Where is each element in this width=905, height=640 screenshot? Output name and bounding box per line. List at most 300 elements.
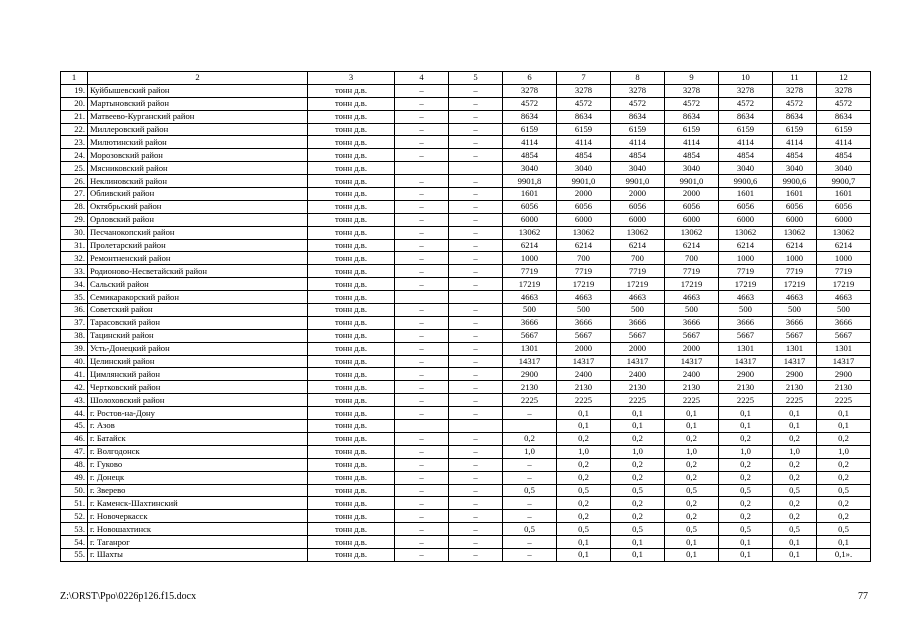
table-row xyxy=(61,329,871,342)
col-11-cell: 2130 xyxy=(773,381,817,394)
col-12-cell: 1301 xyxy=(817,342,871,355)
col-11-cell: 1000 xyxy=(773,252,817,265)
col-6-cell xyxy=(503,420,557,433)
col-11-cell: 0,1 xyxy=(773,420,817,433)
table-row xyxy=(61,458,871,471)
col-11-cell: 5667 xyxy=(773,329,817,342)
col-8-cell: 6159 xyxy=(611,123,665,136)
col-12-cell: 1601 xyxy=(817,188,871,201)
table-row xyxy=(61,471,871,484)
unit-cell: тонн д.в. xyxy=(308,123,395,136)
table-row xyxy=(61,123,871,136)
row-number-cell: 55. xyxy=(61,548,88,561)
col-8-cell: 3278 xyxy=(611,84,665,97)
col-5-cell: – xyxy=(449,523,503,536)
table-row xyxy=(61,316,871,329)
col-9-cell: 4854 xyxy=(665,149,719,162)
col-9-cell: 2000 xyxy=(665,342,719,355)
col-5-cell: – xyxy=(449,381,503,394)
col-7-cell: 6159 xyxy=(557,123,611,136)
col-10-cell: 3278 xyxy=(719,84,773,97)
col-5-cell: – xyxy=(449,368,503,381)
col-6-cell: 1301 xyxy=(503,342,557,355)
row-number-cell: 49. xyxy=(61,471,88,484)
col-8-cell: 5667 xyxy=(611,329,665,342)
col-4-cell: – xyxy=(395,304,449,317)
col-9-cell: 14317 xyxy=(665,355,719,368)
col-10-cell: 8634 xyxy=(719,110,773,123)
col-9-cell: 4572 xyxy=(665,97,719,110)
col-7-cell: 0,2 xyxy=(557,497,611,510)
col-9-cell: 7719 xyxy=(665,265,719,278)
table-row xyxy=(61,445,871,458)
row-number-cell: 29. xyxy=(61,213,88,226)
row-number-cell: 25. xyxy=(61,162,88,175)
col-8-cell: 2130 xyxy=(611,381,665,394)
col-8-cell: 6056 xyxy=(611,200,665,213)
col-4-cell: – xyxy=(395,381,449,394)
col-8-cell: 17219 xyxy=(611,278,665,291)
district-name-cell: Миллеровский район xyxy=(88,123,308,136)
col-9-cell: 5667 xyxy=(665,329,719,342)
col-10-cell: 2900 xyxy=(719,368,773,381)
unit-cell: тонн д.в. xyxy=(308,471,395,484)
col-5-cell: – xyxy=(449,536,503,549)
col-9-cell: 500 xyxy=(665,304,719,317)
col-10-cell: 4572 xyxy=(719,97,773,110)
col-12-cell: 3666 xyxy=(817,316,871,329)
col-4-cell: – xyxy=(395,278,449,291)
table-row xyxy=(61,432,871,445)
col-4-cell: – xyxy=(395,316,449,329)
col-8-cell: 0,1 xyxy=(611,420,665,433)
district-name-cell: Орловский район xyxy=(88,213,308,226)
district-name-cell: г. Батайск xyxy=(88,432,308,445)
col-8-cell: 0,2 xyxy=(611,432,665,445)
col-10-cell: 14317 xyxy=(719,355,773,368)
table-header xyxy=(61,72,871,85)
col-8-cell: 0,2 xyxy=(611,471,665,484)
row-number-cell: 45. xyxy=(61,420,88,433)
row-number-cell: 48. xyxy=(61,458,88,471)
row-number-cell: 37. xyxy=(61,316,88,329)
col-10-cell: 0,1 xyxy=(719,420,773,433)
col-6-cell: 1000 xyxy=(503,252,557,265)
col-6-cell: 6159 xyxy=(503,123,557,136)
col-6-cell: 500 xyxy=(503,304,557,317)
header-cell-10: 10 xyxy=(719,72,773,85)
table-row xyxy=(61,381,871,394)
unit-cell: тонн д.в. xyxy=(308,407,395,420)
col-12-cell: 2225 xyxy=(817,394,871,407)
district-name-cell: г. Донецк xyxy=(88,471,308,484)
row-number-cell: 19. xyxy=(61,84,88,97)
col-8-cell: 0,2 xyxy=(611,458,665,471)
col-11-cell: 4854 xyxy=(773,149,817,162)
col-9-cell: 6056 xyxy=(665,200,719,213)
table-row xyxy=(61,342,871,355)
col-9-cell: 3278 xyxy=(665,84,719,97)
row-number-cell: 50. xyxy=(61,484,88,497)
unit-cell: тонн д.в. xyxy=(308,213,395,226)
table-row xyxy=(61,213,871,226)
col-9-cell: 0,5 xyxy=(665,523,719,536)
col-12-cell: 17219 xyxy=(817,278,871,291)
col-8-cell: 13062 xyxy=(611,226,665,239)
col-5-cell: – xyxy=(449,123,503,136)
col-6-cell: 3666 xyxy=(503,316,557,329)
col-11-cell: 1601 xyxy=(773,188,817,201)
table-row xyxy=(61,226,871,239)
col-12-cell: 1000 xyxy=(817,252,871,265)
unit-cell: тонн д.в. xyxy=(308,97,395,110)
unit-cell: тонн д.в. xyxy=(308,420,395,433)
table-row xyxy=(61,484,871,497)
col-7-cell: 1,0 xyxy=(557,445,611,458)
col-9-cell: 6214 xyxy=(665,239,719,252)
row-number-cell: 22. xyxy=(61,123,88,136)
row-number-cell: 44. xyxy=(61,407,88,420)
col-9-cell: 0,1 xyxy=(665,536,719,549)
table-row xyxy=(61,291,871,304)
col-7-cell: 2400 xyxy=(557,368,611,381)
col-10-cell: 1301 xyxy=(719,342,773,355)
col-6-cell: 5667 xyxy=(503,329,557,342)
district-name-cell: Советский район xyxy=(88,304,308,317)
col-12-cell: 0,1 xyxy=(817,420,871,433)
unit-cell: тонн д.в. xyxy=(308,329,395,342)
district-name-cell: Неклиновский район xyxy=(88,175,308,188)
col-4-cell: – xyxy=(395,432,449,445)
col-4-cell: – xyxy=(395,355,449,368)
header-cell-6: 6 xyxy=(503,72,557,85)
col-4-cell: – xyxy=(395,536,449,549)
col-9-cell: 0,2 xyxy=(665,471,719,484)
table-row xyxy=(61,548,871,561)
district-name-cell: г. Новошахтинск xyxy=(88,523,308,536)
col-10-cell: 5667 xyxy=(719,329,773,342)
district-name-cell: Октябрьский район xyxy=(88,200,308,213)
col-9-cell: 4114 xyxy=(665,136,719,149)
col-7-cell: 0,1 xyxy=(557,407,611,420)
col-10-cell: 6056 xyxy=(719,200,773,213)
col-11-cell: 0,5 xyxy=(773,523,817,536)
col-7-cell: 6214 xyxy=(557,239,611,252)
unit-cell: тонн д.в. xyxy=(308,278,395,291)
col-5-cell: – xyxy=(449,188,503,201)
table-row xyxy=(61,368,871,381)
table-row xyxy=(61,84,871,97)
col-7-cell: 4572 xyxy=(557,97,611,110)
unit-cell: тонн д.в. xyxy=(308,162,395,175)
col-9-cell: 0,5 xyxy=(665,484,719,497)
col-9-cell: 0,2 xyxy=(665,510,719,523)
col-5-cell: – xyxy=(449,342,503,355)
table-row xyxy=(61,510,871,523)
col-6-cell: – xyxy=(503,407,557,420)
table-row xyxy=(61,175,871,188)
col-5-cell: – xyxy=(449,149,503,162)
col-8-cell: 1,0 xyxy=(611,445,665,458)
col-4-cell xyxy=(395,291,449,304)
col-4-cell: – xyxy=(395,458,449,471)
district-name-cell: г. Зверево xyxy=(88,484,308,497)
col-10-cell: 0,2 xyxy=(719,510,773,523)
col-10-cell: 0,2 xyxy=(719,458,773,471)
col-10-cell: 0,5 xyxy=(719,523,773,536)
row-number-cell: 28. xyxy=(61,200,88,213)
header-cell-8: 8 xyxy=(611,72,665,85)
col-5-cell xyxy=(449,162,503,175)
col-9-cell: 0,2 xyxy=(665,497,719,510)
col-4-cell: – xyxy=(395,368,449,381)
col-4-cell: – xyxy=(395,188,449,201)
district-name-cell: Милютинский район xyxy=(88,136,308,149)
col-8-cell: 6214 xyxy=(611,239,665,252)
col-8-cell: 4572 xyxy=(611,97,665,110)
col-10-cell: 0,2 xyxy=(719,471,773,484)
row-number-cell: 21. xyxy=(61,110,88,123)
col-8-cell: 6000 xyxy=(611,213,665,226)
col-11-cell: 3278 xyxy=(773,84,817,97)
col-7-cell: 6056 xyxy=(557,200,611,213)
col-10-cell: 0,2 xyxy=(719,497,773,510)
col-7-cell: 0,2 xyxy=(557,432,611,445)
data-table xyxy=(60,71,871,562)
row-number-cell: 26. xyxy=(61,175,88,188)
unit-cell: тонн д.в. xyxy=(308,252,395,265)
col-10-cell: 500 xyxy=(719,304,773,317)
col-7-cell: 0,2 xyxy=(557,458,611,471)
col-7-cell: 0,2 xyxy=(557,510,611,523)
col-4-cell: – xyxy=(395,548,449,561)
col-6-cell: 4663 xyxy=(503,291,557,304)
col-12-cell: 0,5 xyxy=(817,484,871,497)
col-12-cell: 6056 xyxy=(817,200,871,213)
col-9-cell: 0,1 xyxy=(665,548,719,561)
col-6-cell: 0,2 xyxy=(503,432,557,445)
col-12-cell: 7719 xyxy=(817,265,871,278)
unit-cell: тонн д.в. xyxy=(308,536,395,549)
col-8-cell: 7719 xyxy=(611,265,665,278)
col-6-cell: 0,5 xyxy=(503,523,557,536)
col-11-cell: 2900 xyxy=(773,368,817,381)
col-11-cell: 0,2 xyxy=(773,497,817,510)
col-9-cell: 8634 xyxy=(665,110,719,123)
col-5-cell xyxy=(449,291,503,304)
col-6-cell: 8634 xyxy=(503,110,557,123)
district-name-cell: Усть-Донецкий район xyxy=(88,342,308,355)
col-8-cell: 0,1 xyxy=(611,407,665,420)
table-row xyxy=(61,523,871,536)
unit-cell: тонн д.в. xyxy=(308,342,395,355)
col-12-cell: 8634 xyxy=(817,110,871,123)
row-number-cell: 53. xyxy=(61,523,88,536)
header-cell-9: 9 xyxy=(665,72,719,85)
col-12-cell: 3278 xyxy=(817,84,871,97)
col-4-cell: – xyxy=(395,239,449,252)
col-12-cell: 2130 xyxy=(817,381,871,394)
col-6-cell: 0,5 xyxy=(503,484,557,497)
col-5-cell: – xyxy=(449,458,503,471)
col-10-cell: 4663 xyxy=(719,291,773,304)
col-12-cell: 2900 xyxy=(817,368,871,381)
col-4-cell: – xyxy=(395,445,449,458)
unit-cell: тонн д.в. xyxy=(308,149,395,162)
district-name-cell: г. Гуково xyxy=(88,458,308,471)
col-11-cell: 8634 xyxy=(773,110,817,123)
col-11-cell: 2225 xyxy=(773,394,817,407)
col-4-cell: – xyxy=(395,497,449,510)
unit-cell: тонн д.в. xyxy=(308,226,395,239)
col-8-cell: 2000 xyxy=(611,342,665,355)
col-11-cell: 500 xyxy=(773,304,817,317)
col-11-cell: 3666 xyxy=(773,316,817,329)
table-row xyxy=(61,252,871,265)
col-4-cell xyxy=(395,162,449,175)
col-6-cell: – xyxy=(503,510,557,523)
header-cell-4: 4 xyxy=(395,72,449,85)
table-row xyxy=(61,407,871,420)
col-12-cell: 500 xyxy=(817,304,871,317)
col-4-cell: – xyxy=(395,226,449,239)
col-10-cell: 2130 xyxy=(719,381,773,394)
col-10-cell: 13062 xyxy=(719,226,773,239)
col-10-cell: 4114 xyxy=(719,136,773,149)
col-7-cell: 2130 xyxy=(557,381,611,394)
col-9-cell: 9901,0 xyxy=(665,175,719,188)
col-10-cell: 0,1 xyxy=(719,548,773,561)
col-11-cell: 0,2 xyxy=(773,471,817,484)
col-11-cell: 13062 xyxy=(773,226,817,239)
header-cell-12: 12 xyxy=(817,72,871,85)
col-12-cell: 6214 xyxy=(817,239,871,252)
col-4-cell: – xyxy=(395,394,449,407)
col-10-cell: 1,0 xyxy=(719,445,773,458)
unit-cell: тонн д.в. xyxy=(308,265,395,278)
col-7-cell: 0,1 xyxy=(557,548,611,561)
col-12-cell: 6159 xyxy=(817,123,871,136)
row-number-cell: 31. xyxy=(61,239,88,252)
col-9-cell: 4663 xyxy=(665,291,719,304)
col-12-cell: 0,5 xyxy=(817,523,871,536)
col-12-cell: 4854 xyxy=(817,149,871,162)
col-5-cell: – xyxy=(449,252,503,265)
col-10-cell: 1601 xyxy=(719,188,773,201)
col-10-cell: 0,2 xyxy=(719,432,773,445)
unit-cell: тонн д.в. xyxy=(308,523,395,536)
col-12-cell: 9900,7 xyxy=(817,175,871,188)
district-name-cell: Матвеево-Курганский район xyxy=(88,110,308,123)
page-number: 77 xyxy=(858,591,868,602)
col-11-cell: 1301 xyxy=(773,342,817,355)
col-8-cell: 14317 xyxy=(611,355,665,368)
district-name-cell: Куйбышевский район xyxy=(88,84,308,97)
col-11-cell: 17219 xyxy=(773,278,817,291)
col-6-cell: – xyxy=(503,471,557,484)
col-11-cell: 6056 xyxy=(773,200,817,213)
col-9-cell: 3040 xyxy=(665,162,719,175)
col-4-cell: – xyxy=(395,407,449,420)
unit-cell: тонн д.в. xyxy=(308,368,395,381)
district-name-cell: г. Ростов-на-Дону xyxy=(88,407,308,420)
col-8-cell: 2225 xyxy=(611,394,665,407)
col-10-cell: 7719 xyxy=(719,265,773,278)
col-6-cell: 13062 xyxy=(503,226,557,239)
row-number-cell: 30. xyxy=(61,226,88,239)
col-6-cell: 1,0 xyxy=(503,445,557,458)
unit-cell: тонн д.в. xyxy=(308,445,395,458)
col-4-cell: – xyxy=(395,213,449,226)
col-6-cell: 2130 xyxy=(503,381,557,394)
col-11-cell: 9900,6 xyxy=(773,175,817,188)
col-8-cell: 0,2 xyxy=(611,510,665,523)
col-4-cell: – xyxy=(395,484,449,497)
header-cell-1: 1 xyxy=(61,72,88,85)
col-4-cell: – xyxy=(395,97,449,110)
col-11-cell: 7719 xyxy=(773,265,817,278)
col-7-cell: 17219 xyxy=(557,278,611,291)
col-8-cell: 0,5 xyxy=(611,484,665,497)
col-9-cell: 0,1 xyxy=(665,407,719,420)
col-6-cell: 17219 xyxy=(503,278,557,291)
col-4-cell: – xyxy=(395,84,449,97)
unit-cell: тонн д.в. xyxy=(308,175,395,188)
col-4-cell: – xyxy=(395,123,449,136)
col-4-cell: – xyxy=(395,523,449,536)
col-8-cell: 8634 xyxy=(611,110,665,123)
col-12-cell: 0,2 xyxy=(817,497,871,510)
district-name-cell: Обливский район xyxy=(88,188,308,201)
col-4-cell: – xyxy=(395,252,449,265)
col-5-cell: – xyxy=(449,200,503,213)
col-12-cell: 6000 xyxy=(817,213,871,226)
district-name-cell: Тацинский район xyxy=(88,329,308,342)
header-cell-5: 5 xyxy=(449,72,503,85)
col-10-cell: 17219 xyxy=(719,278,773,291)
row-number-cell: 27. xyxy=(61,188,88,201)
col-12-cell: 0,2 xyxy=(817,510,871,523)
col-8-cell: 2000 xyxy=(611,188,665,201)
col-6-cell: – xyxy=(503,536,557,549)
col-9-cell: 6000 xyxy=(665,213,719,226)
col-6-cell: 4854 xyxy=(503,149,557,162)
unit-cell: тонн д.в. xyxy=(308,239,395,252)
col-7-cell: 0,2 xyxy=(557,471,611,484)
col-5-cell: – xyxy=(449,175,503,188)
table-row xyxy=(61,136,871,149)
col-6-cell: 4114 xyxy=(503,136,557,149)
col-10-cell: 4854 xyxy=(719,149,773,162)
col-7-cell: 2000 xyxy=(557,342,611,355)
table-row xyxy=(61,149,871,162)
col-6-cell: 6000 xyxy=(503,213,557,226)
col-7-cell: 4663 xyxy=(557,291,611,304)
table-row xyxy=(61,304,871,317)
unit-cell: тонн д.в. xyxy=(308,510,395,523)
row-number-cell: 40. xyxy=(61,355,88,368)
district-name-cell: г. Таганрог xyxy=(88,536,308,549)
table-row xyxy=(61,497,871,510)
header-cell-3: 3 xyxy=(308,72,395,85)
col-11-cell: 6000 xyxy=(773,213,817,226)
col-8-cell: 0,5 xyxy=(611,523,665,536)
col-11-cell: 0,2 xyxy=(773,432,817,445)
unit-cell: тонн д.в. xyxy=(308,188,395,201)
district-name-cell: Песчанокопский район xyxy=(88,226,308,239)
row-number-cell: 20. xyxy=(61,97,88,110)
col-11-cell: 0,1 xyxy=(773,548,817,561)
